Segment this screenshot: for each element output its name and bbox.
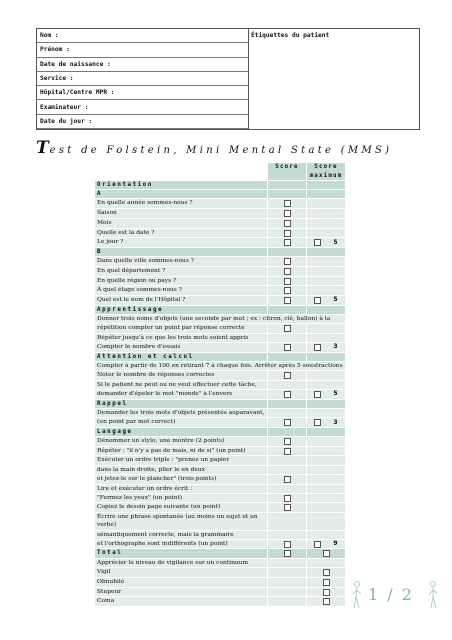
max-score-cell <box>307 427 346 436</box>
score-cell <box>268 399 307 408</box>
max-score-cell <box>307 266 346 276</box>
score-cell <box>268 408 307 417</box>
score-checkbox[interactable] <box>284 344 291 351</box>
patient-field-label: Prénom : <box>37 43 248 57</box>
question-row <box>95 513 345 530</box>
score-cell <box>268 352 307 361</box>
question-row <box>95 530 345 539</box>
question-row <box>95 380 345 389</box>
max-score-cell <box>307 286 346 296</box>
score-checkbox[interactable] <box>314 344 321 351</box>
section-header-row <box>95 549 345 559</box>
question-row <box>95 436 345 446</box>
section-header-row <box>95 190 345 199</box>
max-score-cell <box>307 474 346 484</box>
question-row <box>95 371 345 381</box>
max-score-cell <box>307 190 346 199</box>
question-text: sémantiquement correcte, mais la grammaire <box>95 530 268 539</box>
question-text: À quel étage sommes-nous ? <box>95 286 268 296</box>
max-score-cell <box>307 456 346 465</box>
question-row <box>95 228 345 238</box>
question-text: Répéter : "il n'y a pas de mais, ni de si" (un point) <box>95 446 268 456</box>
score-cell <box>268 190 307 199</box>
question-text: Lire et exécuter un ordre écrit : <box>95 484 268 493</box>
question-row <box>95 465 345 474</box>
question-text: Quelle est la date ? <box>95 228 268 238</box>
patient-field-label: Date du jour : <box>37 115 248 129</box>
max-score-cell <box>307 371 346 381</box>
score-cell <box>268 181 307 190</box>
question-row <box>95 559 345 568</box>
page-number: 1 / 2 <box>368 585 414 604</box>
question-text: Dans quelle ville sommes-nous ? <box>95 257 268 267</box>
score-cell <box>268 465 307 474</box>
question-row <box>95 484 345 493</box>
max-score-cell <box>307 209 346 219</box>
max-score-cell <box>307 295 346 305</box>
score-cell <box>268 503 307 513</box>
score-checkbox[interactable] <box>284 220 291 227</box>
question-text: En quel département ? <box>95 266 268 276</box>
score-cell <box>268 578 307 588</box>
score-checkbox[interactable] <box>284 278 291 285</box>
max-score-cell <box>307 305 346 314</box>
question-row <box>95 503 345 513</box>
score-cell <box>268 276 307 286</box>
section-title: Orientation <box>95 181 268 190</box>
section-title: Attention et calcul <box>95 352 268 361</box>
section-header-row <box>95 305 345 314</box>
score-checkbox[interactable] <box>284 438 291 445</box>
max-score-cell <box>307 247 346 256</box>
score-cell <box>268 218 307 228</box>
score-cell <box>268 493 307 503</box>
max-score-cell <box>307 324 346 334</box>
max-score-cell <box>307 399 346 408</box>
score-checkbox[interactable] <box>323 550 330 557</box>
score-cell <box>268 295 307 305</box>
question-row <box>95 218 345 228</box>
question-row <box>95 474 345 484</box>
question-text: (un point par mot correct) <box>95 418 268 428</box>
question-text: et jetez-le sur le plancher" (trois points) <box>95 474 268 484</box>
section-title: A <box>95 190 268 199</box>
score-checkbox[interactable] <box>314 541 321 548</box>
score-checkbox[interactable] <box>323 569 330 576</box>
score-cell <box>268 474 307 484</box>
question-row <box>95 238 345 248</box>
section-title: Apprentissage <box>95 305 268 314</box>
score-checkbox[interactable] <box>284 268 291 275</box>
max-score-cell <box>307 228 346 238</box>
score-cell <box>268 549 307 559</box>
max-score-value: 5 <box>333 296 338 304</box>
score-cell <box>268 342 307 352</box>
max-score-cell <box>307 568 346 578</box>
question-row <box>95 199 345 209</box>
question-text: Écrire une phrase spontanée (au moins un sujet et un verbe) <box>95 513 268 530</box>
question-row <box>95 408 345 417</box>
score-cell <box>268 513 307 530</box>
max-score-cell <box>307 333 346 342</box>
score-cell <box>268 324 307 334</box>
title-initial: T <box>36 138 50 158</box>
page-title <box>36 138 392 158</box>
score-cell <box>268 266 307 276</box>
question-row <box>95 266 345 276</box>
question-row <box>95 295 345 305</box>
patient-field-label: Date de naissance : <box>37 58 248 72</box>
score-cell <box>268 484 307 493</box>
question-row <box>95 389 345 399</box>
score-cell <box>268 389 307 399</box>
question-text: Exécuter un ordre triple : "prenez un papier <box>95 456 268 465</box>
question-text: Obnubilé <box>95 578 268 588</box>
max-score-cell <box>307 352 346 361</box>
max-score-cell <box>307 530 346 539</box>
max-score-cell <box>307 418 346 428</box>
max-score-cell <box>307 513 346 530</box>
max-score-value: 5 <box>333 390 338 398</box>
score-cell <box>268 418 307 428</box>
question-row <box>95 493 345 503</box>
score-checkbox[interactable] <box>323 598 330 605</box>
patient-field-label: Examinateur : <box>37 101 248 115</box>
score-cell <box>268 436 307 446</box>
section-title: Rappel <box>95 399 268 408</box>
question-row <box>95 578 345 588</box>
question-row <box>95 209 345 219</box>
max-score-cell <box>307 389 346 399</box>
score-cell <box>268 539 307 549</box>
walker-figure-icon <box>428 580 438 610</box>
max-score-cell <box>307 503 346 513</box>
question-row <box>95 314 345 323</box>
question-text: Donner trois noms d'objets (une seconde par mot ; ex : citron, clé, ballon) à la <box>95 314 345 323</box>
score-checkbox[interactable] <box>314 239 321 246</box>
max-score-cell <box>307 238 346 248</box>
patient-labels-title: Étiquettes du patient <box>251 32 330 39</box>
score-checkbox[interactable] <box>284 391 291 398</box>
score-cell <box>268 247 307 256</box>
score-cell <box>268 238 307 248</box>
score-cell <box>268 257 307 267</box>
score-cell <box>268 380 307 389</box>
question-row <box>95 342 345 352</box>
mms-table <box>95 163 345 607</box>
title-rest: est de Folstein, Mini Mental State (MMS) <box>49 145 393 156</box>
question-row <box>95 597 345 607</box>
max-score-value: 5 <box>333 238 338 246</box>
max-score-cell <box>307 539 346 549</box>
score-checkbox[interactable] <box>284 541 291 548</box>
score-checkbox[interactable] <box>284 210 291 217</box>
max-score-cell <box>307 257 346 267</box>
question-text: Vigil <box>95 568 268 578</box>
score-cell <box>268 228 307 238</box>
question-text: Apprécier le niveau de vigilance sur un continuum <box>95 559 268 568</box>
max-score-cell <box>307 549 346 559</box>
score-cell <box>268 209 307 219</box>
section-header-row <box>95 352 345 361</box>
question-text: Quel est le nom de l'Hôpital ? <box>95 295 268 305</box>
question-row <box>95 568 345 578</box>
question-text: Mois <box>95 218 268 228</box>
score-checkbox[interactable] <box>284 495 291 502</box>
question-text: "Fermez les yeux" (un point) <box>95 493 268 503</box>
section-title: Total <box>95 549 268 559</box>
score-checkbox[interactable] <box>284 476 291 483</box>
score-header: Score <box>268 163 307 181</box>
score-cell <box>268 199 307 209</box>
question-row <box>95 257 345 267</box>
question-text: Le jour ? <box>95 238 268 248</box>
max-score-cell <box>307 218 346 228</box>
question-row <box>95 333 345 342</box>
score-checkbox[interactable] <box>284 419 291 426</box>
score-checkbox[interactable] <box>284 504 291 511</box>
score-cell <box>268 427 307 436</box>
max-score-cell <box>307 587 346 597</box>
patient-field-label: Nom : <box>37 29 248 43</box>
max-score-cell <box>307 597 346 607</box>
question-text: Compter à partir de 100 en retirant 7 à chaque fois. Arrêter après 5 soustractions <box>95 361 345 370</box>
section-header-row <box>95 247 345 256</box>
question-row <box>95 324 345 334</box>
score-checkbox[interactable] <box>284 372 291 379</box>
max-score-cell <box>307 342 346 352</box>
max-score-cell <box>307 465 346 474</box>
score-cell <box>268 456 307 465</box>
section-header-row <box>95 181 345 190</box>
question-text: En quelle année sommes-nous ? <box>95 199 268 209</box>
max-score-cell <box>307 276 346 286</box>
max-score-cell <box>307 181 346 190</box>
question-row <box>95 587 345 597</box>
patient-field-label: Hôpital/Centre MPR : <box>37 86 248 100</box>
score-checkbox[interactable] <box>314 297 321 304</box>
score-cell <box>268 446 307 456</box>
score-checkbox[interactable] <box>284 287 291 294</box>
walker-figure-icon <box>352 580 362 610</box>
max-score-cell <box>307 408 346 417</box>
question-text: Saison <box>95 209 268 219</box>
max-score-cell <box>307 559 346 568</box>
score-checkbox[interactable] <box>314 419 321 426</box>
section-title: Langage <box>95 427 268 436</box>
max-score-value: 3 <box>333 418 338 426</box>
table-header-row <box>95 163 345 181</box>
question-row <box>95 539 345 549</box>
score-checkbox[interactable] <box>323 579 330 586</box>
score-cell <box>268 559 307 568</box>
question-text: Demander les trois mots d'objets présentés auparavant, <box>95 408 268 417</box>
question-text: Dénommer un stylo, une montre (2 points) <box>95 436 268 446</box>
score-max-header: Score maximum <box>307 163 346 181</box>
section-title: B <box>95 247 268 256</box>
max-score-cell <box>307 199 346 209</box>
question-text: Répéter jusqu'à ce que les trois mots soient appris <box>95 333 268 342</box>
max-score-cell <box>307 436 346 446</box>
score-checkbox[interactable] <box>284 297 291 304</box>
score-checkbox[interactable] <box>284 258 291 265</box>
question-row <box>95 276 345 286</box>
question-row <box>95 418 345 428</box>
score-checkbox[interactable] <box>284 448 291 455</box>
question-row <box>95 361 345 370</box>
patient-info-box <box>36 28 420 130</box>
score-checkbox[interactable] <box>323 589 330 596</box>
question-text: Stupeur <box>95 587 268 597</box>
question-text: dans la main droite, plier le en deux <box>95 465 268 474</box>
score-checkbox[interactable] <box>284 325 291 332</box>
score-checkbox[interactable] <box>314 391 321 398</box>
section-header-row <box>95 399 345 408</box>
question-text: Si le patient ne peut ou ne veut effectuer cette tâche, <box>95 380 268 389</box>
score-checkbox[interactable] <box>284 239 291 246</box>
score-cell <box>268 568 307 578</box>
score-checkbox[interactable] <box>284 230 291 237</box>
score-cell <box>268 597 307 607</box>
max-score-cell <box>307 578 346 588</box>
score-cell <box>268 333 307 342</box>
max-score-cell <box>307 484 346 493</box>
score-cell <box>268 305 307 314</box>
score-cell <box>268 530 307 539</box>
question-text: et l'orthographe sont indifférents (un point) <box>95 539 268 549</box>
question-text: Copiez le dessin page suivante (un point) <box>95 503 268 513</box>
max-score-value: 9 <box>333 540 338 548</box>
question-row <box>95 446 345 456</box>
patient-field-label: Service : <box>37 72 248 86</box>
question-text: demander d'épeler le mot "monde" à l'envers <box>95 389 268 399</box>
score-checkbox[interactable] <box>284 200 291 207</box>
max-score-cell <box>307 380 346 389</box>
score-cell <box>268 587 307 597</box>
question-text: Coma <box>95 597 268 607</box>
patient-fields <box>37 29 249 129</box>
max-score-value: 3 <box>333 343 338 351</box>
question-text: En quelle région ou pays ? <box>95 276 268 286</box>
question-row <box>95 286 345 296</box>
question-text: Noter le nombre de réponses correctes <box>95 371 268 381</box>
question-row <box>95 456 345 465</box>
section-header-row <box>95 427 345 436</box>
question-text: répétition compter un point par réponse correcte <box>95 324 268 334</box>
question-text: Compter le nombre d'essais <box>95 342 268 352</box>
max-score-cell <box>307 493 346 503</box>
max-score-cell <box>307 446 346 456</box>
score-checkbox[interactable] <box>284 550 291 557</box>
score-cell <box>268 371 307 381</box>
score-cell <box>268 286 307 296</box>
